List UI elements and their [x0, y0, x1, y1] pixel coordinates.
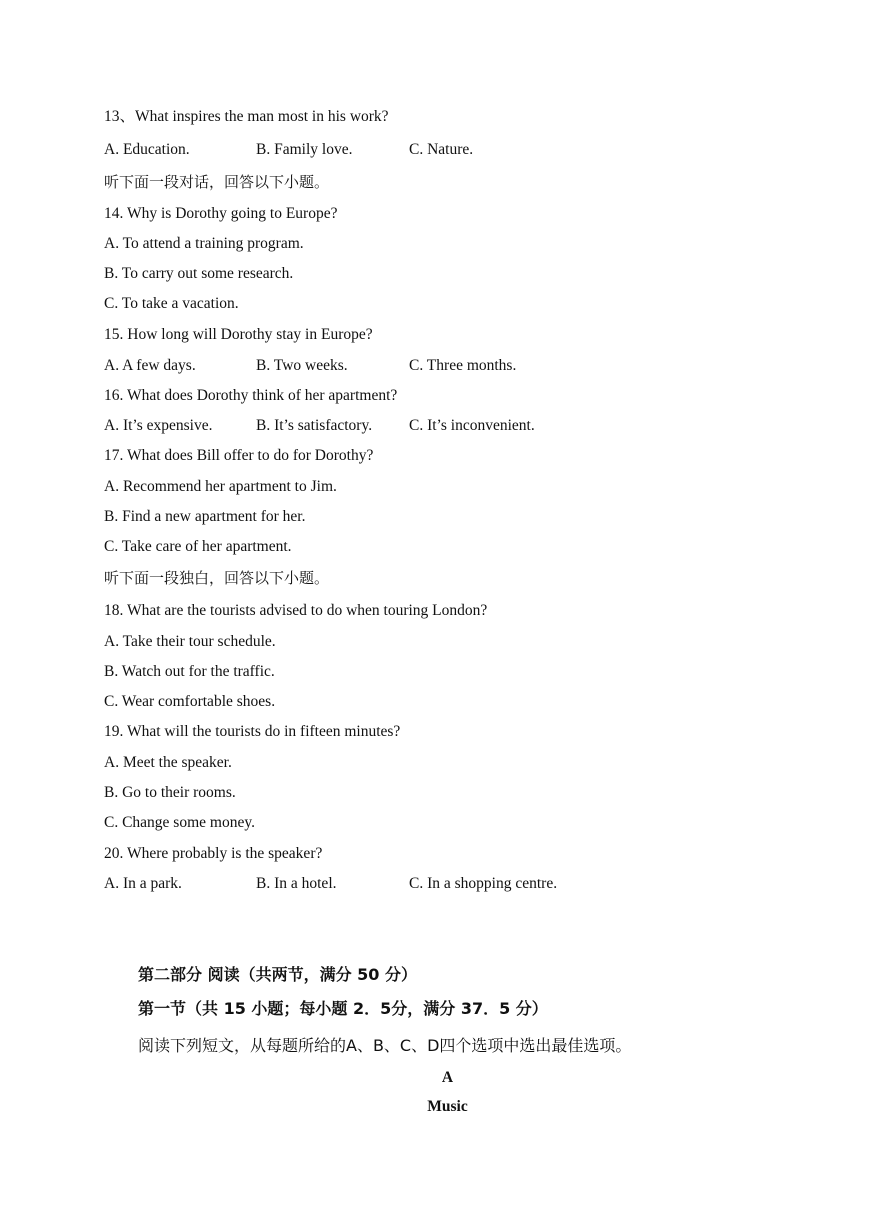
option-c: C. Take care of her apartment.	[104, 538, 292, 555]
option-b: B. To carry out some research.	[104, 265, 294, 282]
question-16-options	[104, 416, 704, 436]
option-b: B. It’s satisfactory.	[256, 417, 373, 434]
question-17: 17. What does Bill offer to do for Dorothy?	[104, 447, 374, 464]
dialogue-instruction: 听下面一段对话，回答以下小题。	[104, 173, 330, 191]
option-c: C. In a shopping centre.	[409, 875, 558, 892]
part-two-title: 第二部分 阅读（共两节，满分 50 分）	[138, 965, 417, 984]
option-a: A. In a park.	[104, 875, 182, 892]
option-a: A. It’s expensive.	[104, 417, 213, 434]
question-15: 15. How long will Dorothy stay in Europe?	[104, 326, 373, 343]
question-18: 18. What are the tourists advised to do when touring London?	[104, 602, 488, 619]
section-one-title: 第一节（共 15 小题；每小题 2．5分，满分 37．5 分）	[138, 999, 548, 1018]
option-c: C. Three months.	[409, 357, 517, 374]
option-b: B. Go to their rooms.	[104, 784, 236, 801]
question-19: 19. What will the tourists do in fifteen minutes?	[104, 723, 401, 740]
option-c: C. Nature.	[409, 141, 474, 158]
option-c: C. It’s inconvenient.	[409, 417, 535, 434]
option-b: B. Two weeks.	[256, 357, 348, 374]
option-b: B. Find a new apartment for her.	[104, 508, 306, 525]
option-b: B. Watch out for the traffic.	[104, 663, 275, 680]
reading-instruction: 阅读下列短文，从每题所给的A、B、C、D四个选项中选出最佳选项。	[138, 1036, 632, 1055]
option-a: A. A few days.	[104, 357, 196, 374]
option-a: A. To attend a training program.	[104, 235, 304, 252]
option-c: C. Wear comfortable shoes.	[104, 693, 276, 710]
passage-label: A	[441, 1069, 454, 1086]
option-a: A. Education.	[104, 141, 190, 158]
question-13-options	[104, 140, 704, 160]
question-13: 13、What inspires the man most in his work?	[104, 108, 389, 125]
option-b: B. In a hotel.	[256, 875, 337, 892]
option-c: C. To take a vacation.	[104, 295, 239, 312]
question-20-options	[104, 874, 704, 894]
option-b: B. Family love.	[256, 141, 353, 158]
question-20: 20. Where probably is the speaker?	[104, 845, 323, 862]
option-a: A. Meet the speaker.	[104, 754, 232, 771]
option-a: A. Take their tour schedule.	[104, 633, 276, 650]
option-a: A. Recommend her apartment to Jim.	[104, 478, 337, 495]
option-c: C. Change some money.	[104, 814, 255, 831]
passage-title: Music	[427, 1098, 468, 1115]
question-15-options	[104, 356, 704, 376]
question-16: 16. What does Dorothy think of her apartment?	[104, 387, 398, 404]
question-14: 14. Why is Dorothy going to Europe?	[104, 205, 338, 222]
monologue-instruction: 听下面一段独白，回答以下小题。	[104, 569, 330, 587]
